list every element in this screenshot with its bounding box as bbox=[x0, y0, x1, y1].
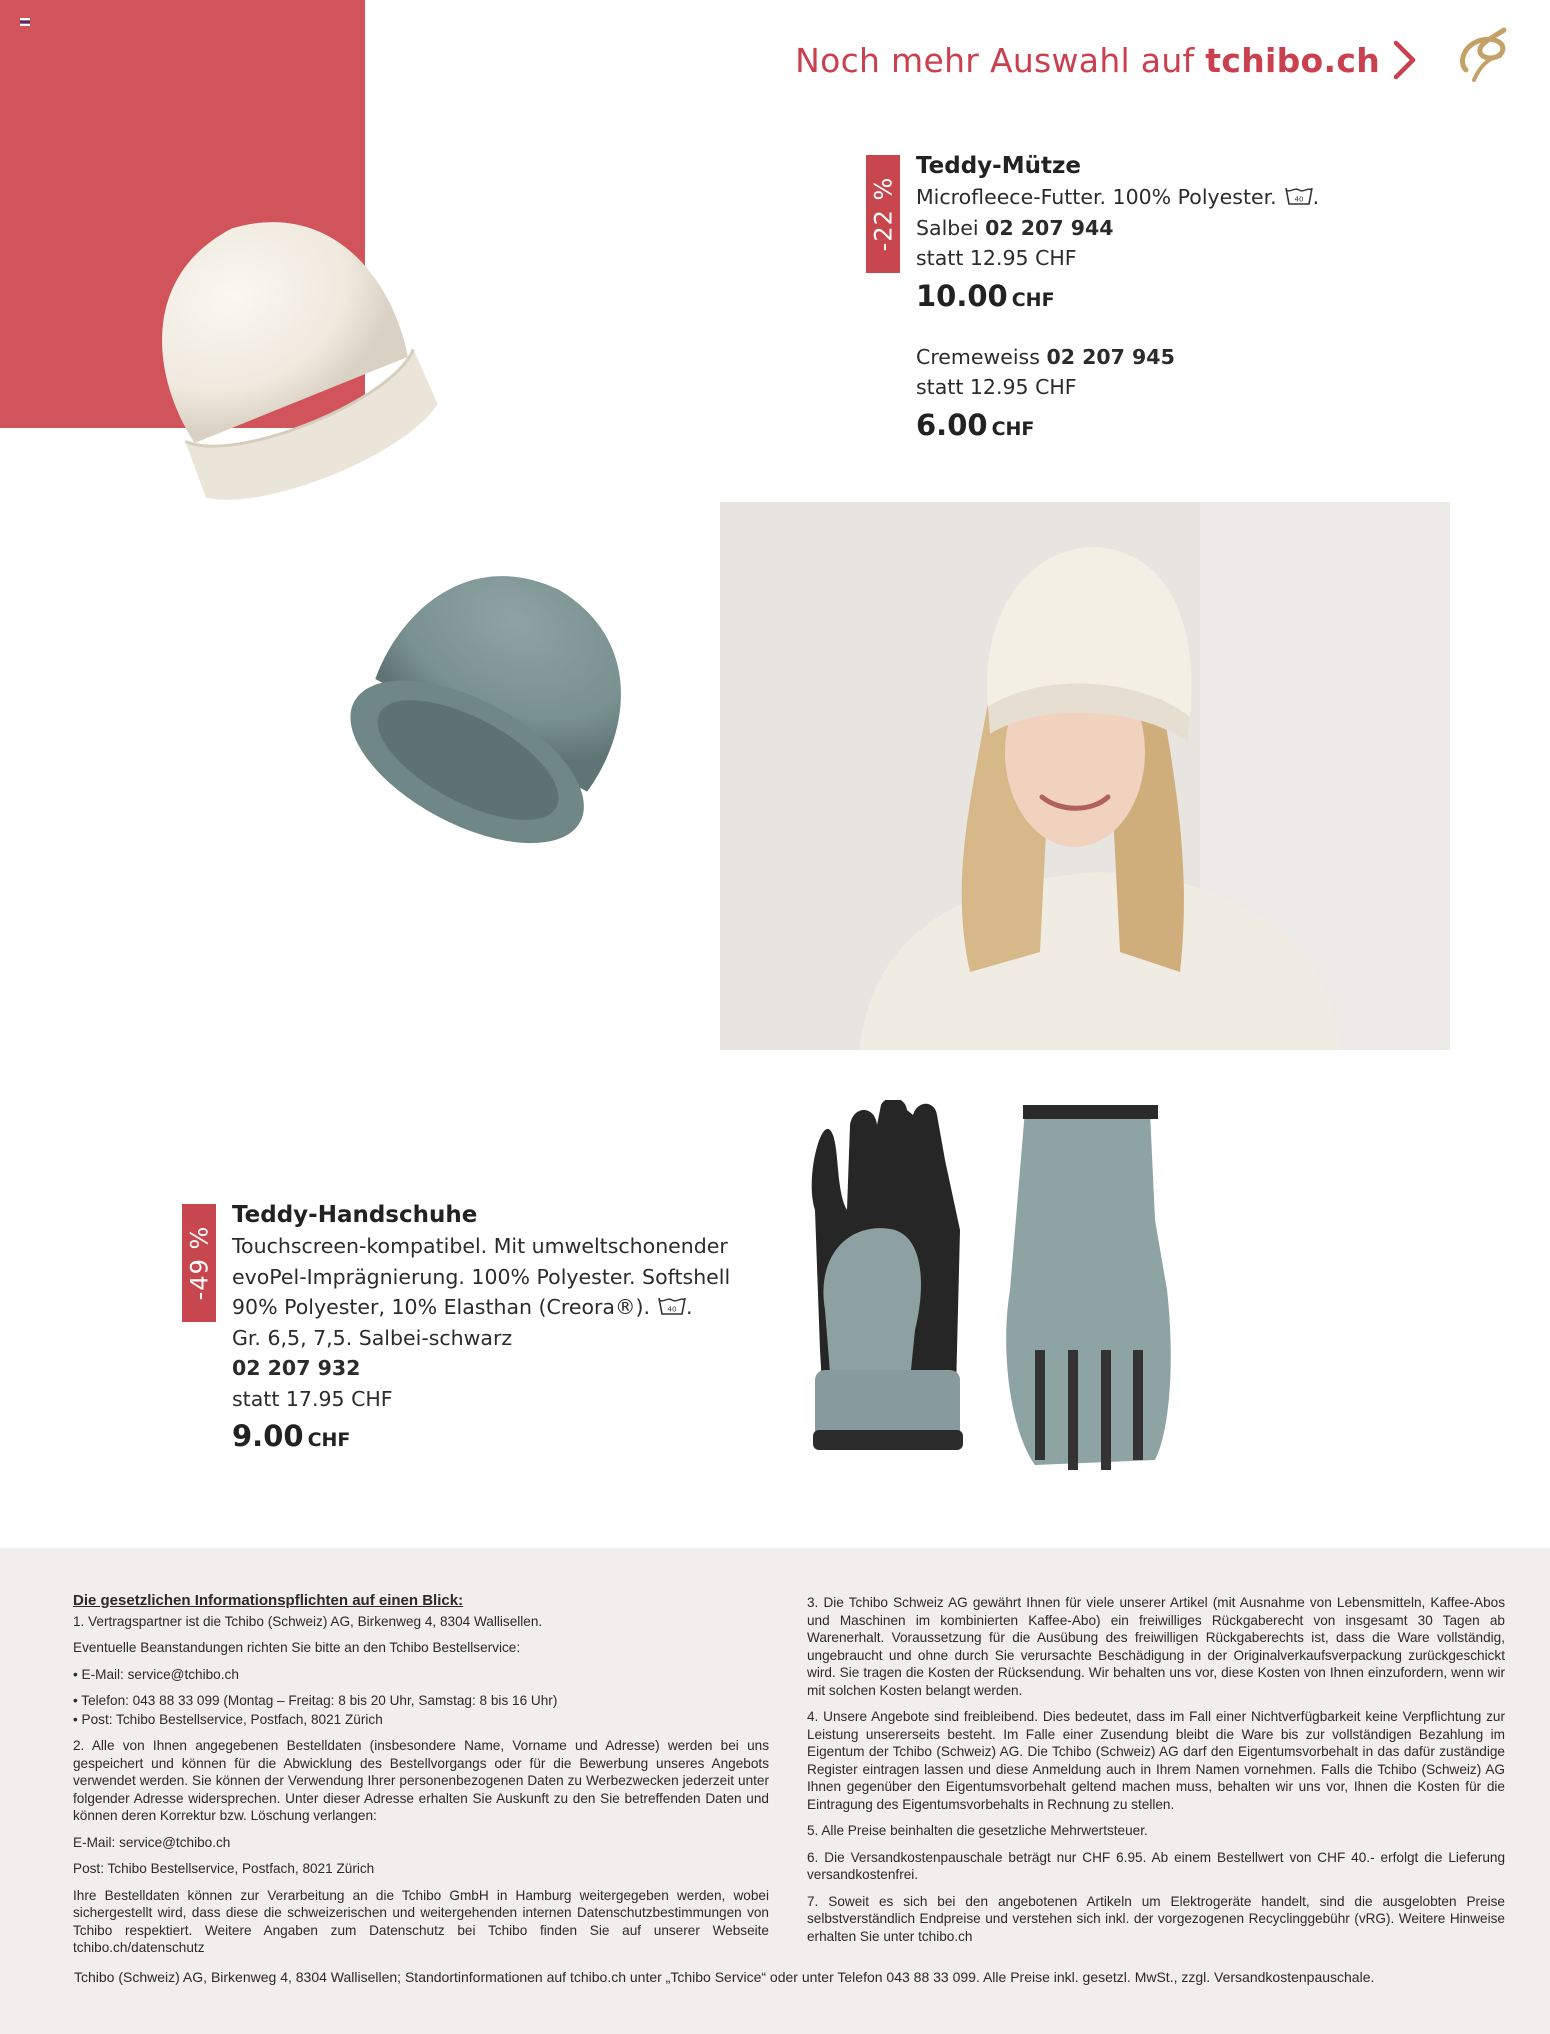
more-selection-domain: tchibo.ch bbox=[1205, 40, 1380, 80]
more-selection-text bbox=[795, 41, 1380, 80]
hat-discount-text: -22 % bbox=[869, 176, 898, 252]
legal-r2: 4. Unsere Angebote sind freibleibend. Dies bedeutet, dass im Fall einer Nichtverfügbarkeit keine Verpflichtung zur Leistung unsererseits besteht. Im Falle einer Zusendung bleibt die Ware bis zur vollständigen Bezahlung im Eigentum der Tchibo (Schweiz) AG. Die Tchibo (Schweiz) AG darf den Eigentumsvorbehalt in das dafür zuständige Register eintragen lassen und diese Anmeldung auch in Ihrem Namen vornehmen. Falls die Tchibo (Schweiz) AG Ihnen gegenüber den Eigentumsvorbehalt geltend machen muss, behalten wir uns vor, Ihnen die Kosten für die Eintragung des Eigentumsvorbehalts in Rechnung zu stellen. bbox=[807, 1709, 1505, 1812]
model-wearing-hat-image bbox=[720, 502, 1450, 1050]
legal-bottom-line: Tchibo (Schweiz) AG, Birkenweg 4, 8304 Wallisellen; Standortinformationen auf tchibo.ch unter „Tchibo Service“ oder unter Telefon 043 88 33 099. Alle Preise inkl. gesetzl. MwSt., zzgl. Versandkostenpauschale. bbox=[74, 1969, 1375, 1985]
legal-right-column bbox=[807, 1594, 1505, 1954]
gloves-code: 02 207 932 bbox=[232, 1356, 361, 1380]
gloves-description-line1: Touchscreen-kompatibel. Mit umweltschonender bbox=[232, 1234, 728, 1258]
hat-variant2-currency: CHF bbox=[991, 417, 1035, 440]
gloves-material: 90% Polyester, 10% Elasthan (Creora®). bbox=[232, 1295, 651, 1319]
hat-care-suffix: . bbox=[1312, 185, 1320, 209]
hat-variant1-price-value: 10.00 bbox=[916, 278, 1008, 313]
hat-product-name: Teddy-Mütze bbox=[916, 153, 1081, 179]
gloves-sizes: Gr. 6,5, 7,5. Salbei-schwarz bbox=[232, 1325, 513, 1350]
hat-variant2-line bbox=[916, 342, 1319, 373]
wash-40-icon bbox=[658, 1296, 686, 1316]
hat-variant1-color: Salbei bbox=[916, 215, 979, 240]
legal-p1: 1. Vertragspartner ist die Tchibo (Schweiz) AG, Birkenweg 4, 8304 Wallisellen. bbox=[73, 1613, 543, 1629]
gloves-old-price: statt 17.95 CHF bbox=[232, 1386, 393, 1411]
hat-variant2-old-price: statt 12.95 CHF bbox=[916, 375, 1077, 399]
gloves-product-info bbox=[232, 1200, 730, 1460]
legal-p5: 2. Alle von Ihnen angegebenen Bestelldaten (insbesondere Name, Vorname und Adresse) werden bei uns gespeichert und können für die Abwicklung des Bestellvorgangs oder für die Bewerbung unseres Angebots verwendet werden. Sie können der Verwendung Ihrer personenbezogenen Daten zu Werbezwecken jederzeit unter folgender Adresse widersprechen. Unter dieser Adresse erhalten Sie Auskunft zu den Sie betreffenden Daten und können deren Korrektur bzw. Löschung verlangen: bbox=[73, 1738, 769, 1823]
hat-variant2-price bbox=[916, 405, 1319, 449]
sage-hat-image bbox=[330, 530, 670, 870]
tchibo-bean-logo-icon[interactable] bbox=[1452, 22, 1512, 84]
hat-description: Microfleece-Futter. 100% Polyester. bbox=[916, 185, 1277, 209]
more-selection-link[interactable] bbox=[795, 38, 1418, 82]
hat-variant1-price bbox=[916, 276, 1319, 320]
hat-variant1-currency: CHF bbox=[1011, 288, 1055, 311]
gloves-discount-text: -49 % bbox=[185, 1225, 214, 1301]
gloves-description-line2: evoPel-Imprägnierung. 100% Polyester. Softshell bbox=[232, 1264, 731, 1289]
legal-r1: 3. Die Tchibo Schweiz AG gewährt Ihnen für viele unserer Artikel (mit Ausnahme von Lebensmitteln, Kaffee-Abos und Maschinen im kombinierten Kaffee-Abo) ein freiwilliges Rückgaberecht von insgesamt 30 Tagen ab Warenerhalt. Voraussetzung für die Ausübung des freiwilligen Rückgaberechts ist, dass die Ware vollständig, ungebraucht und ohne durch Sie verursachte Beschädigung in der Originalverkaufsverpackung zurückgeschickt wird. Sie tragen die Kosten der Rücksendung. Wir behalten uns vor, diese Kosten von Ihnen einzufordern, wenn wir mit solchen Kosten belangt werden. bbox=[807, 1595, 1505, 1698]
legal-left-column bbox=[73, 1592, 769, 1966]
hat-variant2-color: Cremeweiss bbox=[916, 344, 1040, 369]
gloves-discount-badge bbox=[182, 1204, 216, 1322]
hat-variant1-old-price: statt 12.95 CHF bbox=[916, 246, 1077, 270]
svg-text:40: 40 bbox=[1294, 195, 1304, 204]
cream-hat-image bbox=[100, 160, 450, 510]
chevron-right-icon bbox=[1390, 38, 1418, 82]
gloves-price-value: 9.00 bbox=[232, 1419, 304, 1453]
legal-r5: 7. Soweit es sich bei den angebotenen Artikeln um Elektrogeräte handelt, sind die ausgelobten Preise selbstverständlich Endpreise und verstehen sich inkl. der vorgezogenen Recyclinggebühr (vRG). Weitere Hinweise erhalten Sie unter tchibo.ch bbox=[807, 1893, 1505, 1944]
gloves-image bbox=[795, 1100, 1205, 1490]
legal-post-bullet: • Post: Tchibo Bestellservice, Postfach, 8021 Zürich bbox=[73, 1711, 383, 1727]
hat-variant1-line bbox=[916, 213, 1319, 244]
legal-phone-bullet: • Telefon: 043 88 33 099 (Montag – Freitag: 8 bis 20 Uhr, Samstag: 8 bis 16 Uhr) bbox=[73, 1693, 558, 1708]
svg-text:40: 40 bbox=[667, 1305, 677, 1314]
wash-40-icon bbox=[1285, 186, 1313, 206]
legal-p8: Ihre Bestelldaten können zur Verarbeitung an die Tchibo GmbH in Hamburg weitergegeben werden, wobei sichergestellt wird, dass diese die schweizerischen und weitergehenden internen Datenschutzbestimmungen von Tchibo respektiert. Weitere Angaben zum Datenschutz bei Tchibo finden Sie auf unserer Webseite tchibo.ch/datenschutz bbox=[73, 1887, 769, 1955]
hat-variant2-price-value: 6.00 bbox=[916, 407, 988, 442]
legal-heading: Die gesetzlichen Informationspflichten auf einen Blick: bbox=[73, 1592, 464, 1609]
legal-r3: 5. Alle Preise beinhalten die gesetzliche Mehrwertsteuer. bbox=[807, 1823, 1148, 1838]
legal-email-bullet: • E-Mail: service@tchibo.ch bbox=[73, 1666, 239, 1682]
gloves-description-line3 bbox=[232, 1292, 730, 1323]
flag-icon bbox=[20, 18, 30, 26]
hat-description-line bbox=[916, 182, 1319, 213]
gloves-currency: CHF bbox=[307, 1429, 351, 1451]
legal-p7: Post: Tchibo Bestellservice, Postfach, 8021 Zürich bbox=[73, 1861, 375, 1876]
hat-product-info bbox=[916, 151, 1319, 449]
hat-discount-badge bbox=[866, 155, 900, 273]
legal-p2: Eventuelle Beanstandungen richten Sie bitte an den Tchibo Bestellservice: bbox=[73, 1640, 521, 1655]
hat-variant2-code: 02 207 945 bbox=[1046, 344, 1175, 369]
gloves-care-suffix: . bbox=[686, 1295, 693, 1319]
legal-r4: 6. Die Versandkostenpauschale beträgt nur CHF 6.95. Ab einem Bestellwert von CHF 40.- erfolgt die Lieferung versandkostenfrei. bbox=[807, 1849, 1505, 1882]
gloves-price bbox=[232, 1416, 730, 1460]
hat-variant1-code: 02 207 944 bbox=[985, 215, 1114, 240]
legal-p6: E-Mail: service@tchibo.ch bbox=[73, 1834, 231, 1850]
more-selection-prefix: Noch mehr Auswahl auf bbox=[795, 40, 1206, 80]
gloves-product-name: Teddy-Handschuhe bbox=[232, 1202, 478, 1228]
